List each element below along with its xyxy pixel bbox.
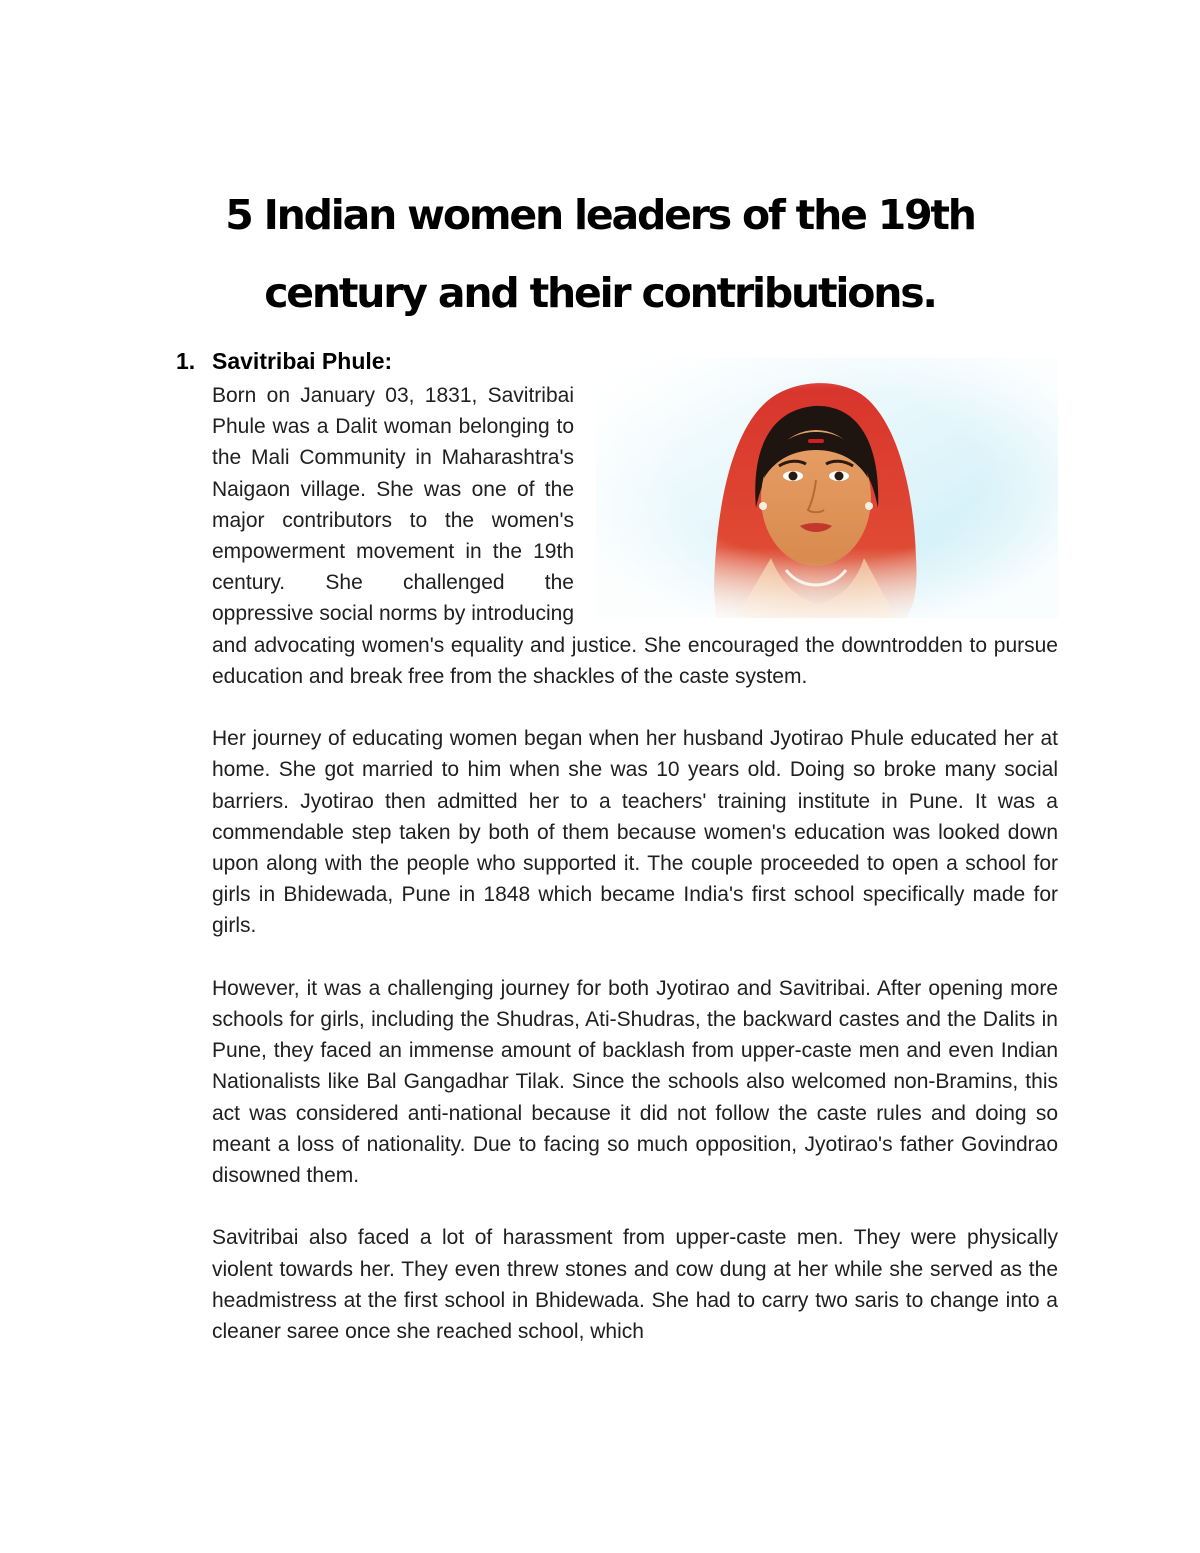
section-number: 1.	[176, 348, 196, 374]
section-heading	[176, 345, 392, 377]
document-title: 5 Indian women leaders of the 19th century and their contributions.	[225, 191, 975, 317]
paragraph: Born on January 03, 1831, Savitribai Phule was a Dalit woman belonging to the Mali Community in Maharashtra's Naigaon village. She was one of the major contributors to the women's empowerment movement in the 19th century. She challenged the oppressive social norms by introducing and advocating women's equality and justice. She encouraged the downtrodden to pursue education and break free from the shackles of the caste system.	[212, 384, 1058, 688]
section-body	[212, 380, 1058, 1378]
section-heading-text: Savitribai Phule:	[212, 348, 393, 374]
paragraph: Her journey of educating women began when her husband Jyotirao Phule educated her at home. She got married to him when she was 10 years old. Doing so broke many social barriers. Jyotirao then admitted her to a teachers' training institute in Pune. It was a commendable step taken by both of them because women's education was looked down upon along with the people who supported it. The couple proceeded to open a school for girls in Bhidewada, Pune in 1848 which became India's first school specifically made for girls.	[212, 727, 1058, 938]
paragraph: Savitribai also faced a lot of harassment from upper-caste men. They were physically violent towards her. They even threw stones and cow dung at her while she served as the headmistress at the first school in Bhidewada. She had to carry two saris to change into a cleaner saree once she reached school, which	[212, 1226, 1058, 1344]
paragraph: However, it was a challenging journey for both Jyotirao and Savitribai. After opening more schools for girls, including the Shudras, Ati-Shudras, the backward castes and the Dalits in Pune, they faced an immense amount of backlash from upper-caste men and even Indian Nationalists like Bal Gangadhar Tilak. Since the schools also welcomed non-Bramins, this act was considered anti-national because it did not follow the caste rules and doing so meant a loss of nationality. Due to facing so much opposition, Jyotirao's father Govindrao disowned them.	[212, 976, 1058, 1188]
portrait-image	[596, 358, 1058, 618]
